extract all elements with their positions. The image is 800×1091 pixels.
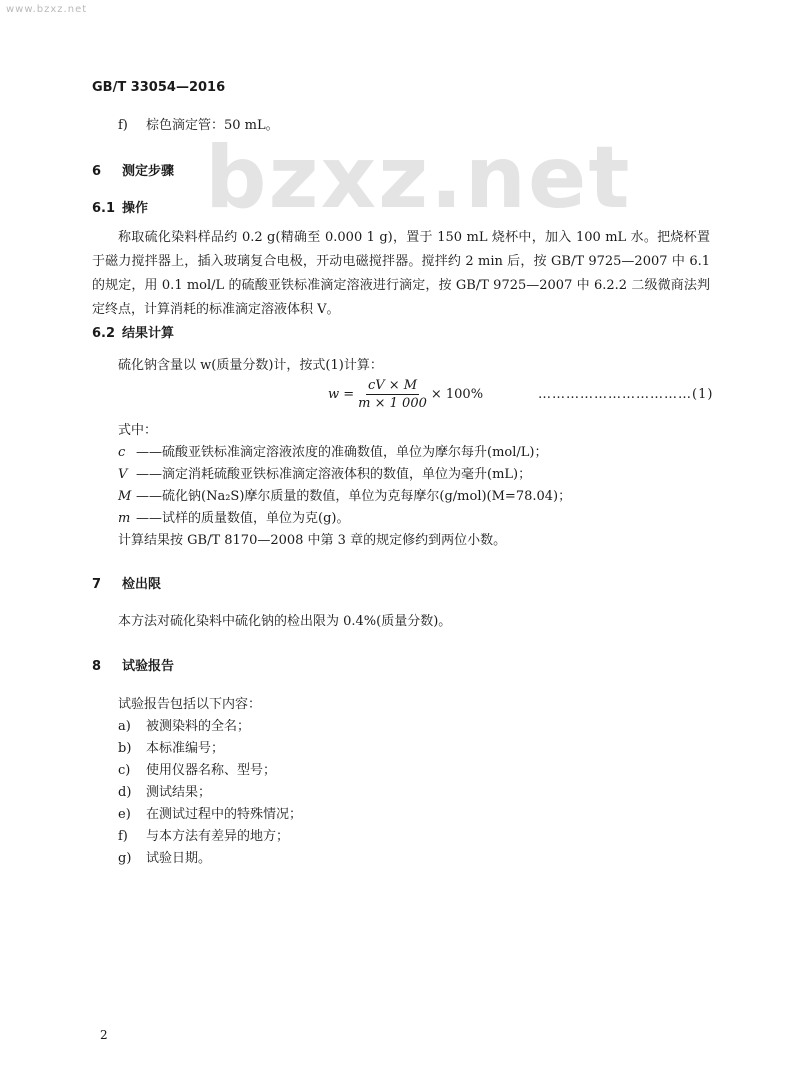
section-title: 操作	[122, 201, 149, 216]
rounding-note: 计算结果按 GB/T 8170—2008 中第 3 章的规定修约到两位小数。	[118, 533, 507, 548]
section-6-heading	[92, 160, 174, 179]
page-number: 2	[100, 1028, 108, 1042]
variable-text: ——滴定消耗硫酸亚铁标准滴定溶液体积的数值，单位为毫升(mL)；	[136, 467, 532, 482]
detection-limit-text: 本方法对硫化染料中硫化钠的检出限为 0.4%(质量分数)。	[118, 614, 452, 629]
variable-definition	[118, 464, 531, 486]
list-item	[118, 716, 250, 738]
section-number: 7	[92, 577, 102, 592]
operation-paragraph: 称取硫化染料样品约 0.2 g(精确至 0.000 1 g)，置于 150 mL 烧杯中，加入 100 mL 水。把烧杯置于磁力搅拌器上，插入玻璃复合电极，开动电磁搅拌器。搅拌约 2 min 后，按 GB/T 9725—2007 中 6.1 的规定，用 0.1 mol/L 的硫酸亚铁标准滴定溶液进行滴定，按 GB/T 9725—2007 中 6.2.2 二级微商法判定终点，计算消耗的标准滴定溶液体积 V。	[92, 230, 710, 317]
section-number: 6.2	[92, 326, 116, 341]
list-item-text: 本标准编号；	[146, 741, 225, 756]
section-number: 6	[92, 164, 102, 179]
formula-fraction	[358, 378, 427, 411]
section-title: 检出限	[122, 577, 162, 592]
list-item-label: b)	[118, 741, 132, 756]
variable-symbol: V	[118, 467, 128, 482]
formula-numerator: cV × M	[367, 378, 418, 393]
section-number: 8	[92, 659, 102, 674]
variable-text: ——试样的质量数值，单位为克(g)。	[136, 511, 350, 526]
variable-symbol: c	[118, 445, 126, 460]
equation-reference: ……………………………(1)	[538, 387, 714, 402]
section-6-1-heading	[92, 197, 148, 216]
list-item	[118, 848, 211, 870]
formula-denominator: m × 1 000	[358, 396, 427, 411]
standard-header: GB/T 33054—2016	[92, 80, 226, 95]
list-item-text: 被测染料的全名；	[146, 719, 251, 734]
section-number: 6.1	[92, 201, 116, 216]
list-item	[118, 782, 211, 804]
section-8-heading	[92, 655, 174, 674]
formula-lhs: w =	[328, 387, 355, 402]
list-item-text: 测试结果；	[146, 785, 212, 800]
variable-symbol: m	[118, 511, 131, 526]
variable-definition	[118, 486, 571, 508]
list-item-text: 与本方法有差异的地方；	[146, 829, 290, 844]
report-intro: 试验报告包括以下内容：	[118, 697, 262, 712]
list-item-label: f)	[118, 118, 128, 133]
list-item	[118, 738, 224, 760]
list-item-label: c)	[118, 763, 131, 778]
formula-1	[118, 378, 718, 416]
list-item	[118, 826, 289, 848]
list-item-text: 在测试过程中的特殊情况；	[146, 807, 303, 822]
corner-watermark: www.bzxz.net	[6, 4, 88, 15]
section-title: 测定步骤	[122, 164, 175, 179]
page-watermark: bzxz.net	[205, 128, 632, 228]
list-item-text: 使用仪器名称、型号；	[146, 763, 277, 778]
list-item-label: a)	[118, 719, 131, 734]
list-item-text: 试验日期。	[146, 851, 212, 866]
formula-expression	[328, 378, 483, 411]
formula-intro: 硫化钠含量以 w(质量分数)计，按式(1)计算：	[118, 358, 383, 373]
variable-symbol: M	[118, 489, 132, 504]
variable-definition	[118, 442, 547, 464]
variable-text: ——硫化钠(Na₂S)摩尔质量的数值，单位为克每摩尔(g/mol)(M=78.04)；	[136, 489, 572, 504]
section-7-heading	[92, 573, 161, 592]
variable-definition	[118, 508, 349, 530]
section-title: 结果计算	[122, 326, 175, 341]
list-item	[118, 760, 276, 782]
list-item-label: f)	[118, 829, 128, 844]
list-item-text: 棕色滴定管：50 mL。	[146, 118, 279, 133]
list-item-label: e)	[118, 807, 131, 822]
list-item	[118, 115, 279, 137]
section-title: 试验报告	[122, 659, 175, 674]
list-item-label: d)	[118, 785, 132, 800]
where-label: 式中：	[118, 423, 158, 438]
list-item	[118, 804, 302, 826]
variable-text: ——硫酸亚铁标准滴定溶液浓度的准确数值，单位为摩尔每升(mol/L)；	[136, 445, 548, 460]
formula-tail: × 100%	[430, 387, 484, 402]
section-6-2-heading	[92, 322, 174, 341]
list-item-label: g)	[118, 851, 132, 866]
